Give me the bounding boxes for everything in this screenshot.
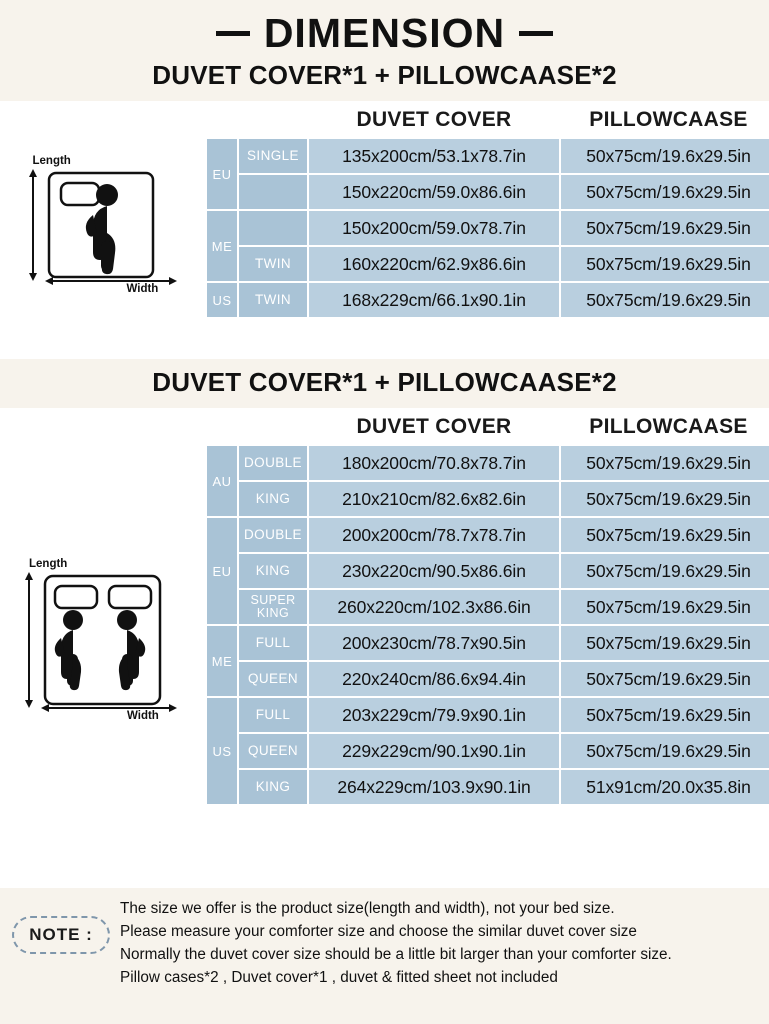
duvet-cell: 150x200cm/59.0x78.7in bbox=[309, 211, 559, 245]
duvet-cell: 260x220cm/102.3x86.6in bbox=[309, 590, 559, 624]
pillow-cell: 50x75cm/19.6x29.5in bbox=[561, 247, 769, 281]
pillow-cell: 50x75cm/19.6x29.5in bbox=[561, 211, 769, 245]
table-1-header-row bbox=[207, 103, 769, 137]
pillow-cell: 50x75cm/19.6x29.5in bbox=[561, 626, 769, 660]
length-label-2: Length bbox=[29, 558, 68, 570]
double-bed-figure bbox=[15, 558, 190, 738]
size-cell: DOUBLE bbox=[239, 446, 307, 480]
duvet-cell: 220x240cm/86.6x94.4in bbox=[309, 662, 559, 696]
region-cell: ME bbox=[207, 211, 237, 281]
pillow-cell: 50x75cm/19.6x29.5in bbox=[561, 590, 769, 624]
region-cell: ME bbox=[207, 626, 237, 696]
size-cell: FULL bbox=[239, 698, 307, 732]
note-line-2: Please measure your comforter size and choose the similar duvet cover size bbox=[120, 922, 637, 940]
pillow-cell: 50x75cm/19.6x29.5in bbox=[561, 175, 769, 209]
page-title: DIMENSION bbox=[263, 9, 506, 56]
table-row bbox=[207, 626, 769, 660]
size-cell: DOUBLE bbox=[239, 518, 307, 552]
duvet-cell: 200x200cm/78.7x78.7in bbox=[309, 518, 559, 552]
table-row bbox=[207, 590, 769, 624]
duvet-cell: 210x210cm/82.6x82.6in bbox=[309, 482, 559, 516]
note-line-1: The size we offer is the product size(length and width), not your bed size. bbox=[120, 900, 615, 917]
table-row bbox=[207, 247, 769, 281]
section-1-table-col bbox=[205, 101, 769, 359]
duvet-cell: 150x220cm/59.0x86.6in bbox=[309, 175, 559, 209]
table-2-header-row bbox=[207, 410, 769, 444]
table-row bbox=[207, 139, 769, 173]
duvet-cell: 230x220cm/90.5x86.6in bbox=[309, 554, 559, 588]
pillow-cell: 50x75cm/19.6x29.5in bbox=[561, 482, 769, 516]
duvet-cell: 180x200cm/70.8x78.7in bbox=[309, 446, 559, 480]
size-cell: KING bbox=[239, 554, 307, 588]
table-row bbox=[207, 770, 769, 804]
duvet-cell: 160x220cm/62.9x86.6in bbox=[309, 247, 559, 281]
duvet-cell: 229x229cm/90.1x90.1in bbox=[309, 734, 559, 768]
col-pillow-1: PILLOWCAASE bbox=[589, 108, 748, 131]
size-cell: QUEEN bbox=[239, 662, 307, 696]
width-label-1: Width bbox=[126, 283, 159, 295]
single-figure-col bbox=[0, 101, 205, 359]
size-table-1 bbox=[205, 101, 769, 319]
note-line-3: Normally the duvet cover size should be a little bit larger than your comforter size. bbox=[120, 945, 672, 963]
table-row bbox=[207, 446, 769, 480]
size-cell: KING bbox=[239, 770, 307, 804]
double-bed-icon bbox=[15, 558, 190, 738]
size-cell: TWIN bbox=[239, 283, 307, 317]
table-row bbox=[207, 554, 769, 588]
title-dash-left bbox=[216, 31, 250, 36]
duvet-cell: 203x229cm/79.9x90.1in bbox=[309, 698, 559, 732]
pillow-cell: 50x75cm/19.6x29.5in bbox=[561, 283, 769, 317]
pillow-cell: 50x75cm/19.6x29.5in bbox=[561, 446, 769, 480]
col-duvet-2: DUVET COVER bbox=[356, 415, 512, 438]
note-badge: NOTE : bbox=[12, 916, 110, 954]
col-pillow-2: PILLOWCAASE bbox=[589, 415, 748, 438]
pillow-cell: 50x75cm/19.6x29.5in bbox=[561, 662, 769, 696]
section-2-band bbox=[0, 408, 769, 888]
size-cell: QUEEN bbox=[239, 734, 307, 768]
width-label-2: Width bbox=[127, 710, 159, 722]
region-cell: AU bbox=[207, 446, 237, 516]
duvet-cell: 200x230cm/78.7x90.5in bbox=[309, 626, 559, 660]
size-cell: SINGLE bbox=[239, 139, 307, 173]
size-cell: KING bbox=[239, 482, 307, 516]
pillow-cell: 51x91cm/20.0x35.8in bbox=[561, 770, 769, 804]
pillow-cell: 50x75cm/19.6x29.5in bbox=[561, 734, 769, 768]
section-1-heading: DUVET COVER*1 + PILLOWCAASE*2 bbox=[152, 60, 617, 90]
table-row bbox=[207, 211, 769, 245]
region-cell: EU bbox=[207, 518, 237, 624]
size-cell: TWIN bbox=[239, 247, 307, 281]
single-bed-figure bbox=[23, 155, 183, 305]
size-cell: SUPER KING bbox=[239, 590, 307, 624]
title-row bbox=[0, 0, 769, 56]
title-dash-right bbox=[519, 31, 553, 36]
size-cell: FULL bbox=[239, 626, 307, 660]
pillow-cell: 50x75cm/19.6x29.5in bbox=[561, 554, 769, 588]
table-row bbox=[207, 482, 769, 516]
size-cell bbox=[239, 175, 307, 209]
single-bed-icon bbox=[23, 155, 183, 305]
duvet-cell: 264x229cm/103.9x90.1in bbox=[309, 770, 559, 804]
table-row bbox=[207, 283, 769, 317]
pillow-cell: 50x75cm/19.6x29.5in bbox=[561, 139, 769, 173]
region-cell: EU bbox=[207, 139, 237, 209]
col-duvet-1: DUVET COVER bbox=[356, 108, 512, 131]
length-label-1: Length bbox=[32, 155, 71, 167]
table-row bbox=[207, 734, 769, 768]
pillow-cell: 50x75cm/19.6x29.5in bbox=[561, 698, 769, 732]
section-2-heading: DUVET COVER*1 + PILLOWCAASE*2 bbox=[152, 367, 617, 397]
table-row bbox=[207, 518, 769, 552]
table-row bbox=[207, 175, 769, 209]
section-1-band bbox=[0, 101, 769, 359]
note-area bbox=[0, 888, 769, 996]
table-row bbox=[207, 698, 769, 732]
section-2-table-col bbox=[205, 408, 769, 888]
note-lines bbox=[120, 898, 672, 990]
duvet-cell: 135x200cm/53.1x78.7in bbox=[309, 139, 559, 173]
double-figure-col bbox=[0, 408, 205, 888]
size-table-2 bbox=[205, 408, 769, 806]
table-row bbox=[207, 662, 769, 696]
region-cell: US bbox=[207, 698, 237, 804]
region-cell: US bbox=[207, 283, 237, 317]
duvet-cell: 168x229cm/66.1x90.1in bbox=[309, 283, 559, 317]
note-line-4: Pillow cases*2 , Duvet cover*1 , duvet & fitted sheet not included bbox=[120, 968, 558, 986]
pillow-cell: 50x75cm/19.6x29.5in bbox=[561, 518, 769, 552]
size-cell bbox=[239, 211, 307, 245]
